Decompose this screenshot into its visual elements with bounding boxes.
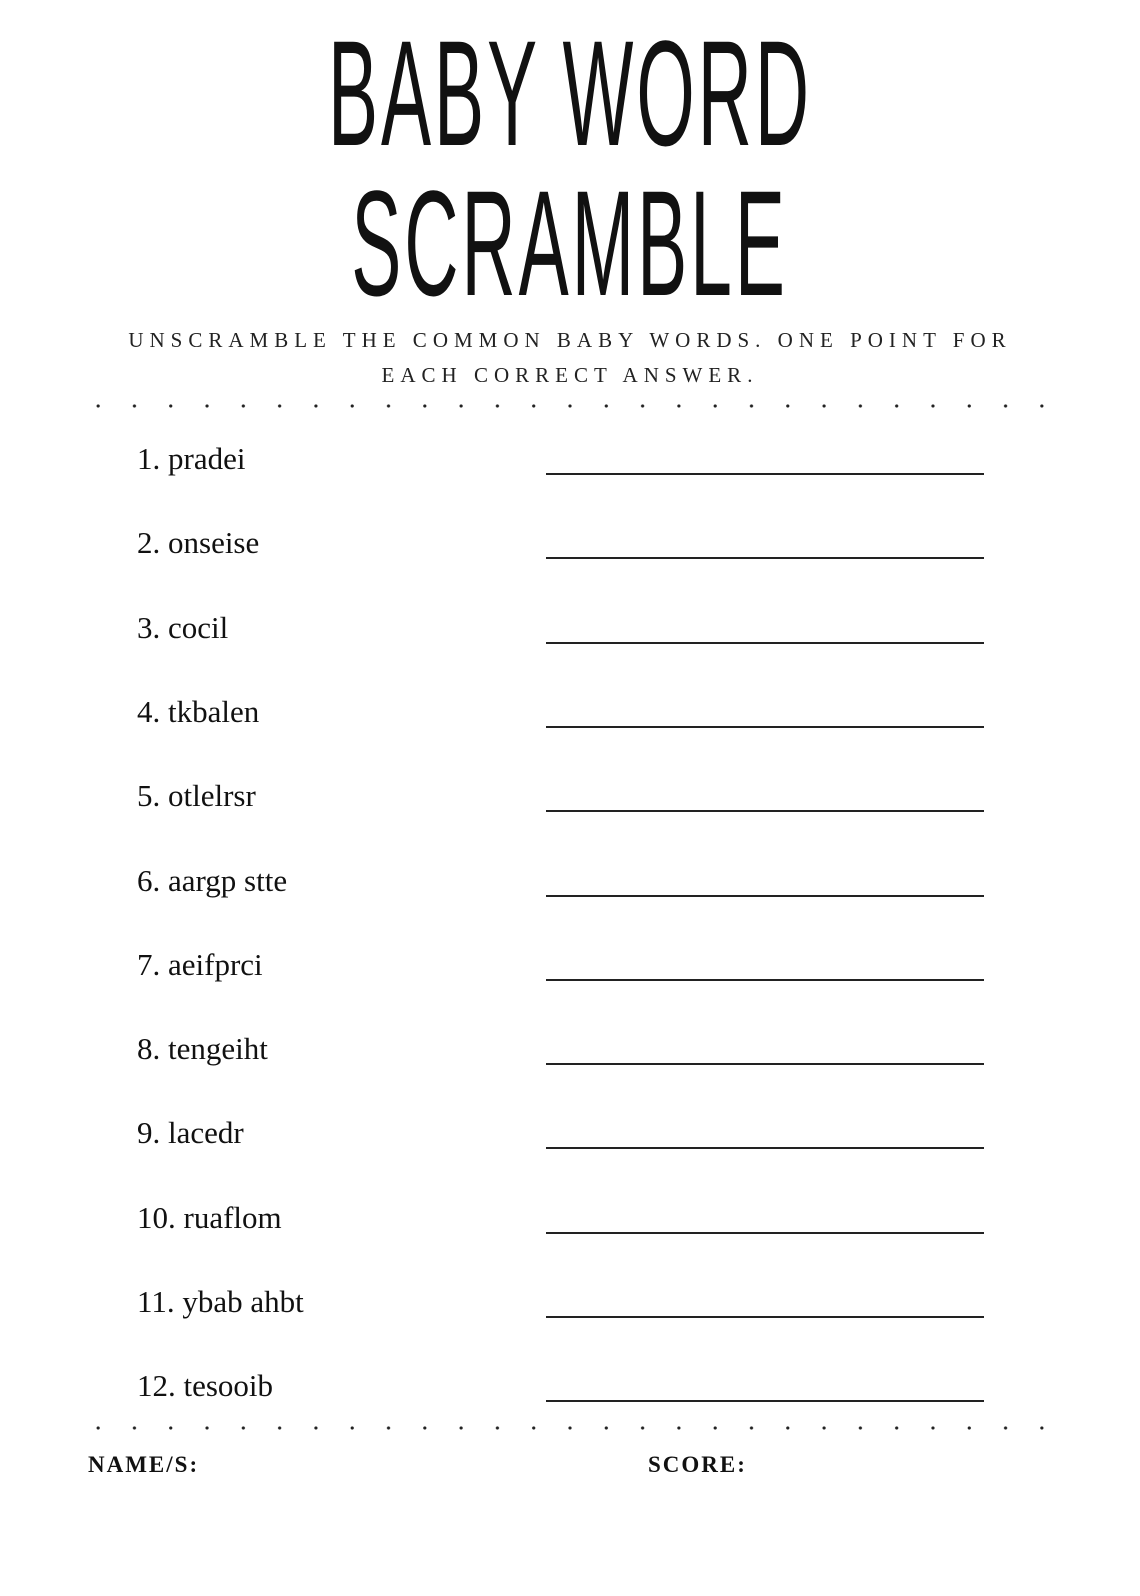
- answer-line[interactable]: [546, 1147, 984, 1149]
- scrambled-word: 5. otlelrsr: [137, 778, 256, 814]
- list-item: [0, 525, 1140, 585]
- answer-line[interactable]: [546, 726, 984, 728]
- list-item: [0, 947, 1140, 1007]
- answer-line[interactable]: [546, 1400, 984, 1402]
- title-text: BABY WORD: [327, 9, 813, 177]
- scrambled-word: 2. onseise: [137, 525, 260, 561]
- list-item: [0, 778, 1140, 838]
- scrambled-word: 1. pradei: [137, 441, 246, 476]
- answer-line[interactable]: [546, 979, 984, 981]
- answer-line[interactable]: [546, 557, 984, 559]
- list-item: [0, 610, 1140, 670]
- scrambled-word: 6. aargp stte: [137, 862, 288, 898]
- scrambled-word: 10. ruaflom: [137, 1199, 282, 1235]
- scrambled-word: 9. lacedr: [137, 1115, 244, 1151]
- list-item: [0, 1200, 1140, 1260]
- instructions-line-1: UNSCRAMBLE THE COMMON BABY WORDS. ONE POINT FOR: [128, 328, 1012, 352]
- scrambled-word: 4. tkbalen: [137, 693, 260, 729]
- answer-line[interactable]: [546, 642, 984, 644]
- scrambled-word: 12. tesooib: [137, 1368, 274, 1404]
- answer-line[interactable]: [546, 1063, 984, 1065]
- answer-line[interactable]: [546, 1316, 984, 1318]
- dotted-divider-bottom: [80, 1424, 1052, 1432]
- list-item: [0, 441, 1140, 501]
- list-item: [0, 1368, 1140, 1428]
- scrambled-word: 7. aeifprci: [137, 946, 263, 982]
- title-text: SCRAMBLE: [351, 159, 789, 327]
- scrambled-word: 11. ybab ahbt: [137, 1284, 304, 1319]
- answer-line[interactable]: [546, 473, 984, 475]
- scrambled-word: 8. tengeiht: [137, 1031, 268, 1067]
- list-item: [0, 1115, 1140, 1175]
- answer-line[interactable]: [546, 895, 984, 897]
- title-line-2: [0, 159, 1140, 327]
- list-item: [0, 863, 1140, 923]
- score-label: SCORE:: [648, 1452, 747, 1477]
- list-item: [0, 1031, 1140, 1091]
- dotted-divider-top: [80, 402, 1052, 410]
- list-item: [0, 1284, 1140, 1344]
- scrambled-word: 3. cocil: [137, 609, 229, 645]
- name-label: NAME/S:: [88, 1452, 200, 1477]
- answer-line[interactable]: [546, 810, 984, 812]
- instructions-line-2: EACH CORRECT ANSWER.: [381, 363, 759, 387]
- list-item: [0, 694, 1140, 754]
- title-line-1: [0, 9, 1140, 177]
- answer-line[interactable]: [546, 1232, 984, 1234]
